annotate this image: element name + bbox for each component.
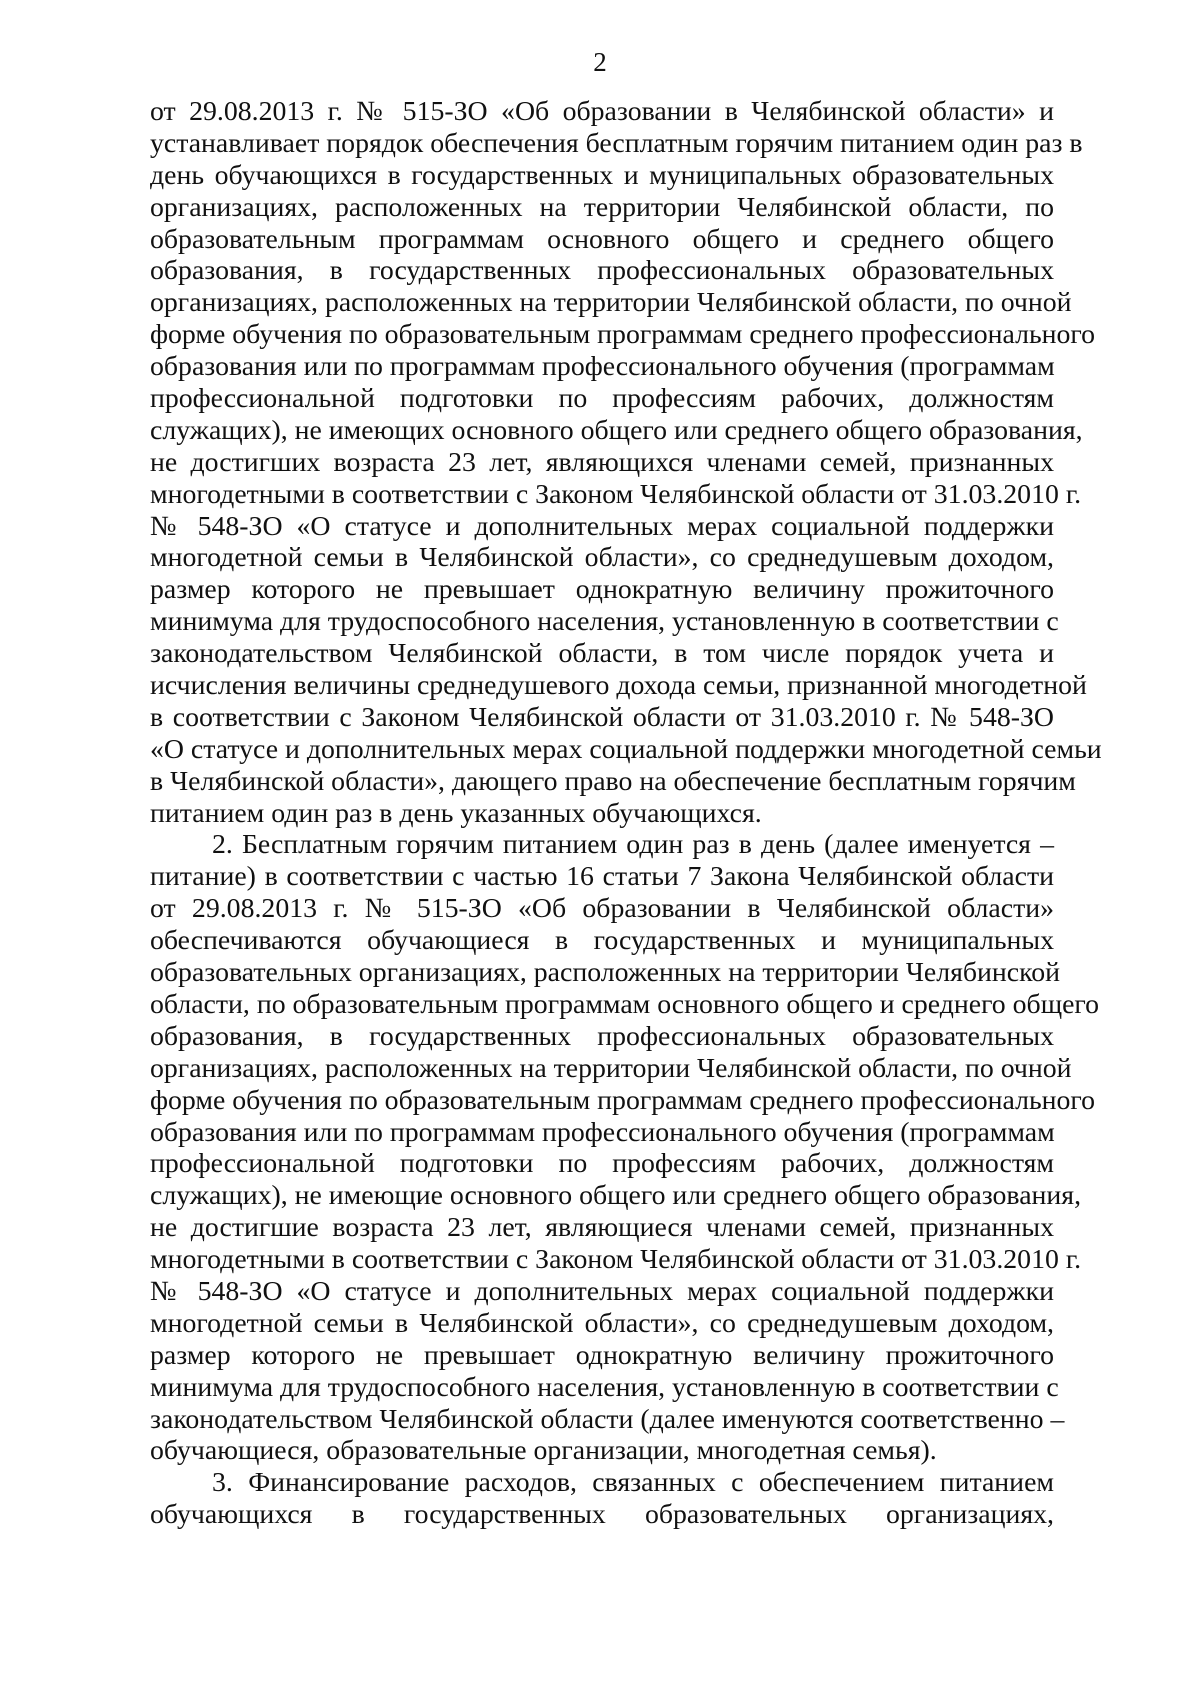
text-line: организациях, расположенных на территории Челябинской области, по очной: [150, 287, 1072, 319]
text-line: форме обучения по образовательным программам среднего профессионального: [150, 319, 1096, 351]
text-line: образования, в государственных профессиональных образовательных: [150, 255, 1054, 287]
text-line: не достигших возраста 23 лет, являющихся членами семей, признанных: [150, 446, 1054, 478]
text-line: исчисления величины среднедушевого дохода семьи, признанной многодетной: [150, 670, 1087, 702]
text-line: в соответствии с Законом Челябинской области от 31.03.2010 г. № 548-ЗО: [150, 701, 1054, 733]
text-line: служащих), не имеющие основного общего или среднего общего образования,: [150, 1180, 1082, 1212]
document-body: [150, 96, 1102, 1531]
text-line: многодетной семьи в Челябинской области», со среднедушевым доходом,: [150, 542, 1054, 574]
text-line: от 29.08.2013 г. № 515-ЗО «Об образовании в Челябинской области»: [150, 893, 1054, 925]
text-line: день обучающихся в государственных и муниципальных образовательных: [150, 159, 1054, 191]
text-line: образовательных организациях, расположенных на территории Челябинской: [150, 957, 1061, 989]
paragraph-p1: [150, 96, 1102, 829]
text-line: питание) в соответствии с частью 16 статьи 7 Закона Челябинской области: [150, 861, 1054, 893]
text-line: обеспечиваются обучающиеся в государственных и муниципальных: [150, 925, 1054, 957]
text-line: образования или по программам профессионального обучения (программам: [150, 351, 1055, 383]
text-line: законодательством Челябинской области (далее именуются соответственно –: [150, 1403, 1065, 1435]
text-line: минимума для трудоспособного населения, установленную в соответствии с: [150, 606, 1059, 638]
text-line: профессиональной подготовки по профессиям рабочих, должностям: [150, 1148, 1054, 1180]
text-line: образования, в государственных профессиональных образовательных: [150, 1020, 1054, 1052]
text-line: многодетной семьи в Челябинской области», со среднедушевым доходом,: [150, 1307, 1054, 1339]
text-line: образовательным программам основного общего и среднего общего: [150, 223, 1054, 255]
text-line: обучающиеся, образовательные организации, многодетная семья).: [150, 1435, 937, 1467]
text-line: 2. Бесплатным горячим питанием один раз в день (далее именуется –: [212, 829, 1054, 861]
text-line: законодательством Челябинской области, в том числе порядок учета и: [150, 638, 1054, 670]
text-line: в Челябинской области», дающего право на обеспечение бесплатным горячим: [150, 765, 1076, 797]
paragraph-p3: [150, 1467, 1054, 1531]
text-line: многодетными в соответствии с Законом Челябинской области от 31.03.2010 г.: [150, 1244, 1082, 1276]
paragraph-p2: [150, 829, 1100, 1467]
text-line: организациях, расположенных на территории Челябинской области, по: [150, 191, 1054, 223]
text-line: № 548-ЗО «О статусе и дополнительных мерах социальной поддержки: [150, 1275, 1054, 1307]
text-line: минимума для трудоспособного населения, установленную в соответствии с: [150, 1371, 1059, 1403]
text-line: форме обучения по образовательным программам среднего профессионального: [150, 1084, 1096, 1116]
text-line: обучающихся в государственных образовательных организациях,: [150, 1499, 1054, 1531]
text-line: служащих), не имеющих основного общего или среднего общего образования,: [150, 414, 1083, 446]
text-line: области, по образовательным программам основного общего и среднего общего: [150, 988, 1100, 1020]
text-line: питанием один раз в день указанных обучающихся.: [150, 797, 762, 829]
page-number: 2: [593, 47, 607, 77]
text-line: устанавливает порядок обеспечения бесплатным горячим питанием один раз в: [150, 127, 1083, 159]
text-line: не достигшие возраста 23 лет, являющиеся членами семей, признанных: [150, 1212, 1054, 1244]
text-line: 3. Финансирование расходов, связанных с обеспечением питанием: [212, 1467, 1054, 1499]
text-line: многодетными в соответствии с Законом Челябинской области от 31.03.2010 г.: [150, 478, 1082, 510]
text-line: «О статусе и дополнительных мерах социальной поддержки многодетной семьи: [150, 733, 1102, 765]
text-line: организациях, расположенных на территории Челябинской области, по очной: [150, 1052, 1072, 1084]
text-line: от 29.08.2013 г. № 515-ЗО «Об образовании в Челябинской области» и: [150, 96, 1054, 127]
text-line: образования или по программам профессионального обучения (программам: [150, 1116, 1055, 1148]
text-line: профессиональной подготовки по профессиям рабочих, должностям: [150, 383, 1054, 415]
text-line: размер которого не превышает однократную величину прожиточного: [150, 1339, 1054, 1371]
text-line: размер которого не превышает однократную величину прожиточного: [150, 574, 1054, 606]
text-line: № 548-ЗО «О статусе и дополнительных мерах социальной поддержки: [150, 510, 1054, 542]
